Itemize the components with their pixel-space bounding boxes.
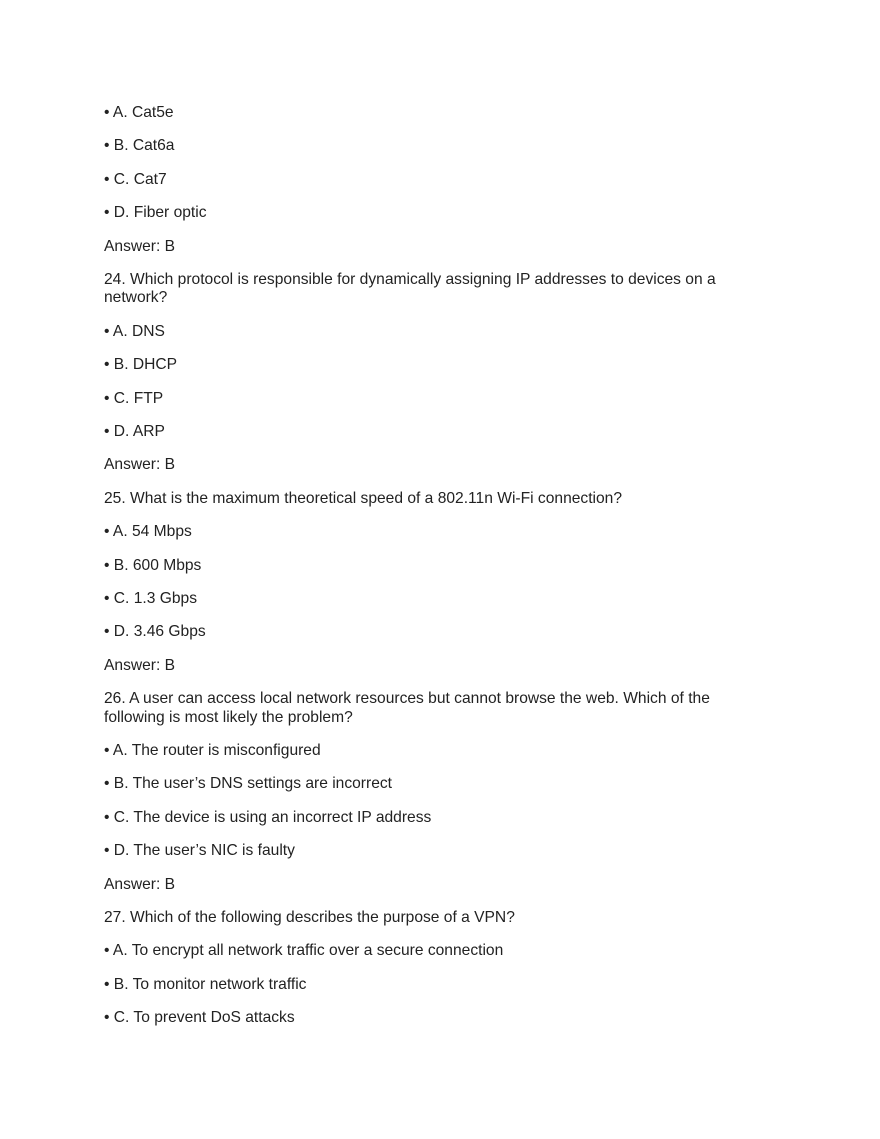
option-line: • C. Cat7 [104, 170, 167, 188]
question-text: 26. A user can access local network resources but cannot browse the web. Which of the following is most likely the problem? [104, 690, 710, 726]
option-line: • D. The user’s NIC is faulty [104, 842, 295, 860]
option-line: • B. 600 Mbps [104, 556, 202, 574]
option-line: • A. DNS [104, 322, 165, 340]
option-line: • B. The user’s DNS settings are incorrect [104, 775, 392, 793]
option-line: • C. FTP [104, 389, 164, 407]
question-text: 27. Which of the following describes the purpose of a VPN? [104, 908, 515, 926]
option-line: • A. The router is misconfigured [104, 742, 321, 760]
option-line: • B. To monitor network traffic [104, 975, 307, 993]
option-line: • C. To prevent DoS attacks [104, 1009, 295, 1027]
option-line: • D. ARP [104, 423, 165, 441]
option-line: • B. DHCP [104, 356, 178, 374]
option-line: • A. 54 Mbps [104, 523, 192, 541]
option-line: • D. 3.46 Gbps [104, 623, 206, 641]
answer-line: Answer: B [104, 875, 176, 893]
answer-line: Answer: B [104, 237, 176, 255]
answer-line: Answer: B [104, 456, 176, 474]
option-line: • A. Cat5e [104, 104, 174, 121]
document-page [104, 104, 744, 1043]
option-line: • B. Cat6a [104, 137, 175, 155]
option-line: • A. To encrypt all network traffic over a secure connection [104, 942, 504, 960]
option-line: • C. The device is using an incorrect IP address [104, 808, 432, 826]
question-text: 25. What is the maximum theoretical speed of a 802.11n Wi-Fi connection? [104, 489, 623, 507]
question-text: 24. Which protocol is responsible for dynamically assigning IP addresses to devices on a network? [104, 270, 716, 307]
option-line: • D. Fiber optic [104, 204, 207, 222]
option-line: • C. 1.3 Gbps [104, 589, 197, 607]
answer-line: Answer: B [104, 656, 176, 674]
